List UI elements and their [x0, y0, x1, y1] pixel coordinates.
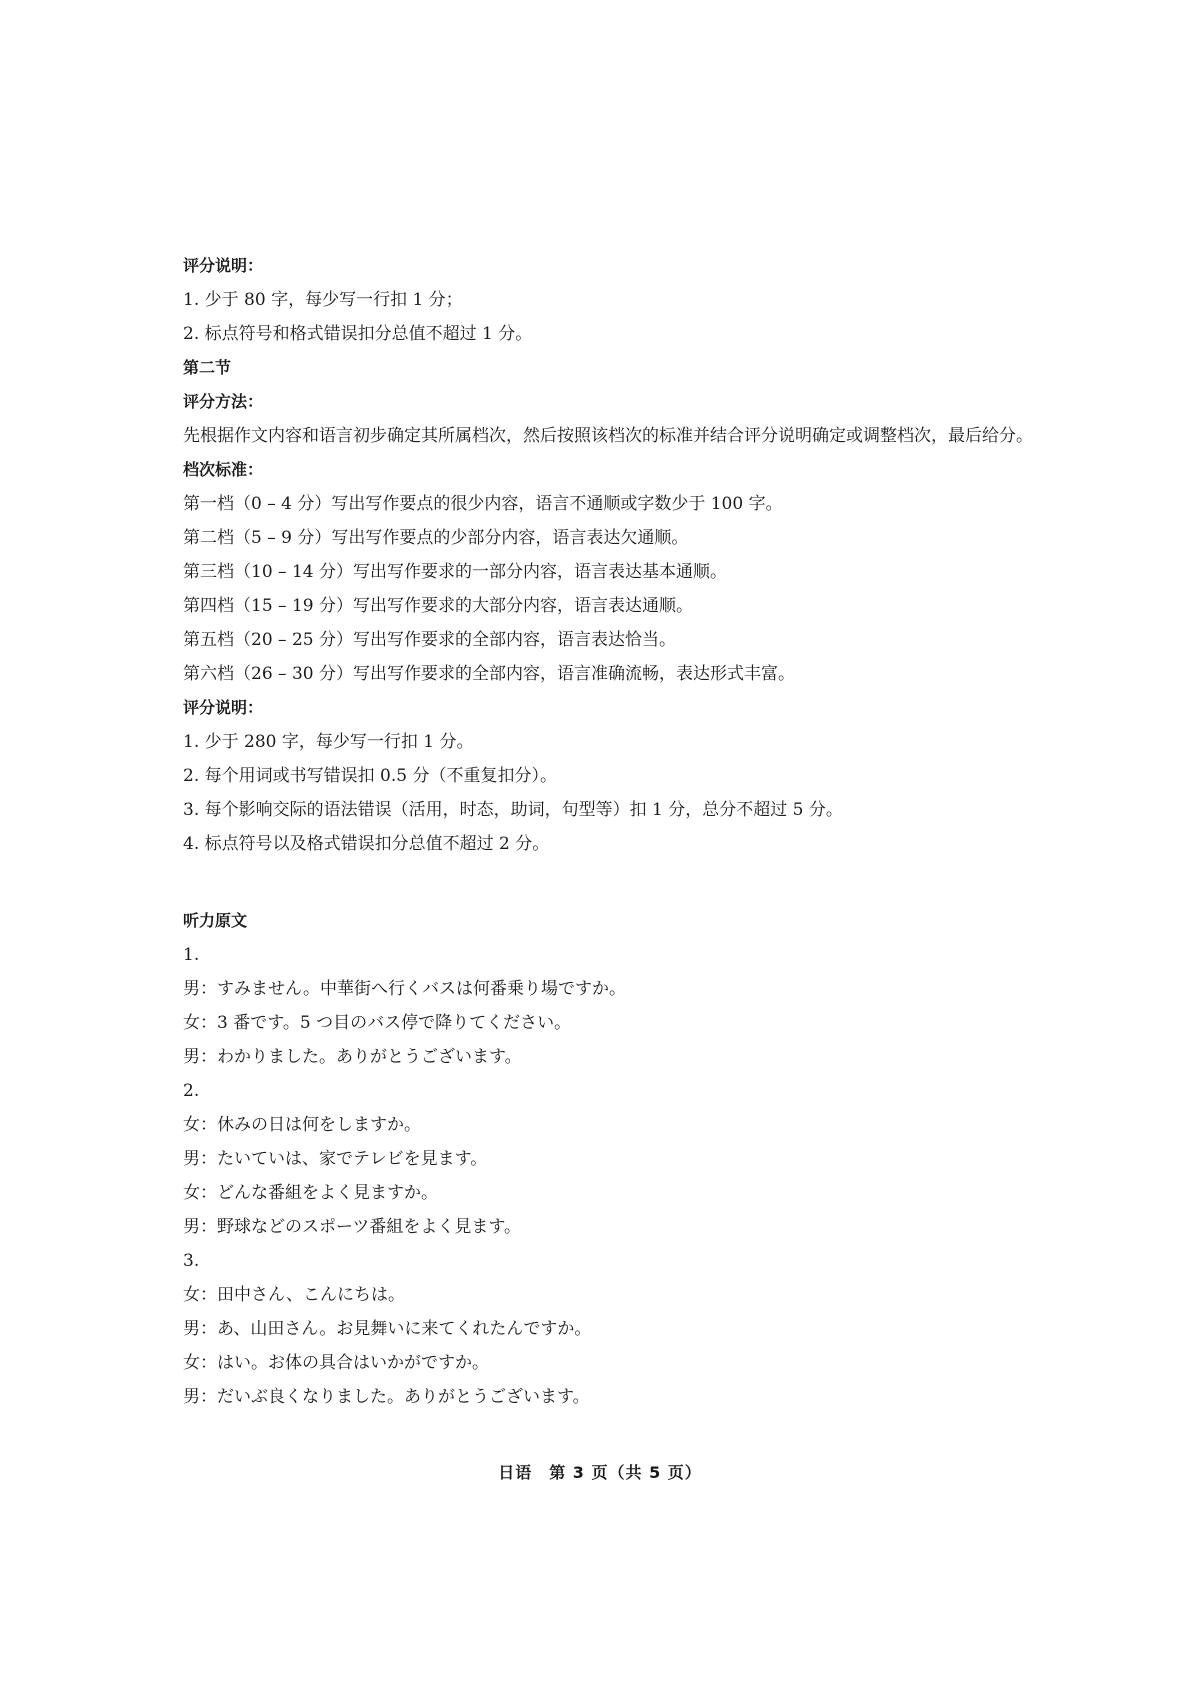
scoring-note-item: 2. 标点符号和格式错误扣分总值不超过 1 分。 [183, 324, 533, 344]
listening-heading: 听力原文 [183, 911, 248, 930]
note-item: 3. 每个影响交际的语法错误（活用，时态，助词，句型等）扣 1 分，总分不超过 5 分。 [183, 800, 843, 820]
section-heading: 第二节 [183, 358, 232, 377]
level-item: 第五档（20 – 25 分）写出写作要求的全部内容，语言表达恰当。 [183, 630, 676, 650]
level-item: 第六档（26 – 30 分）写出写作要求的全部内容，语言准确流畅，表达形式丰富。 [183, 664, 795, 684]
level-item: 第二档（5 – 9 分）写出写作要点的少部分内容，语言表达欠通顺。 [183, 528, 689, 548]
dialogue-number: 1. [183, 945, 200, 965]
dialogue-line: 男：たいていは、家でテレビを見ます。 [183, 1149, 488, 1169]
note-item: 4. 标点符号以及格式错误扣分总值不超过 2 分。 [183, 834, 550, 854]
level-item: 第一档（0 – 4 分）写出写作要点的很少内容，语言不通顺或字数少于 100 字。 [183, 494, 783, 514]
method-text: 先根据作文内容和语言初步确定其所属档次，然后按照该档次的标准并结合评分说明确定或调整档次，最后给分。 [183, 426, 1033, 446]
dialogue-line: 女：どんな番組をよく見ますか。 [183, 1183, 438, 1203]
notes-heading: 评分说明： [183, 698, 264, 717]
dialogue-line: 女：田中さん、こんにちは。 [183, 1285, 406, 1305]
dialogue-line: 女：休みの日は何をしますか。 [183, 1115, 421, 1135]
note-item: 1. 少于 280 字，每少写一行扣 1 分。 [183, 732, 474, 752]
levels-heading: 档次标准： [183, 460, 264, 479]
dialogue-line: 男：わかりました。ありがとうございます。 [183, 1047, 522, 1067]
page-footer: 日语 第 3 页（共 5 页） [498, 1463, 702, 1482]
dialogue-line: 男：すみません。中華街へ行くバスは何番乗り場ですか。 [183, 979, 627, 999]
dialogue-line: 男：野球などのスポーツ番組をよく見ます。 [183, 1217, 521, 1237]
page-content [183, 254, 1083, 1419]
dialogue-number: 2. [183, 1081, 200, 1101]
dialogue-line: 男：あ、山田さん。お見舞いに来てくれたんですか。 [183, 1319, 592, 1339]
dialogue-line: 女：はい。お体の具合はいかがですか。 [183, 1353, 489, 1373]
scoring-note-item: 1. 少于 80 字，每少写一行扣 1 分； [183, 290, 463, 310]
scoring-notes-heading: 评分说明： [183, 256, 264, 275]
dialogue-number: 3. [183, 1251, 200, 1271]
dialogue-line: 男：だいぶ良くなりました。ありがとうございます。 [183, 1387, 590, 1407]
method-heading: 评分方法： [183, 392, 264, 411]
dialogue-line: 女：3 番です。5 つ目のバス停で降りてください。 [183, 1013, 572, 1033]
level-item: 第四档（15 – 19 分）写出写作要求的大部分内容，语言表达通顺。 [183, 596, 693, 616]
note-item: 2. 每个用词或书写错误扣 0.5 分（不重复扣分）。 [183, 766, 557, 786]
section-spacer [183, 866, 1083, 909]
level-item: 第三档（10 – 14 分）写出写作要求的一部分内容，语言表达基本通顺。 [183, 562, 727, 582]
